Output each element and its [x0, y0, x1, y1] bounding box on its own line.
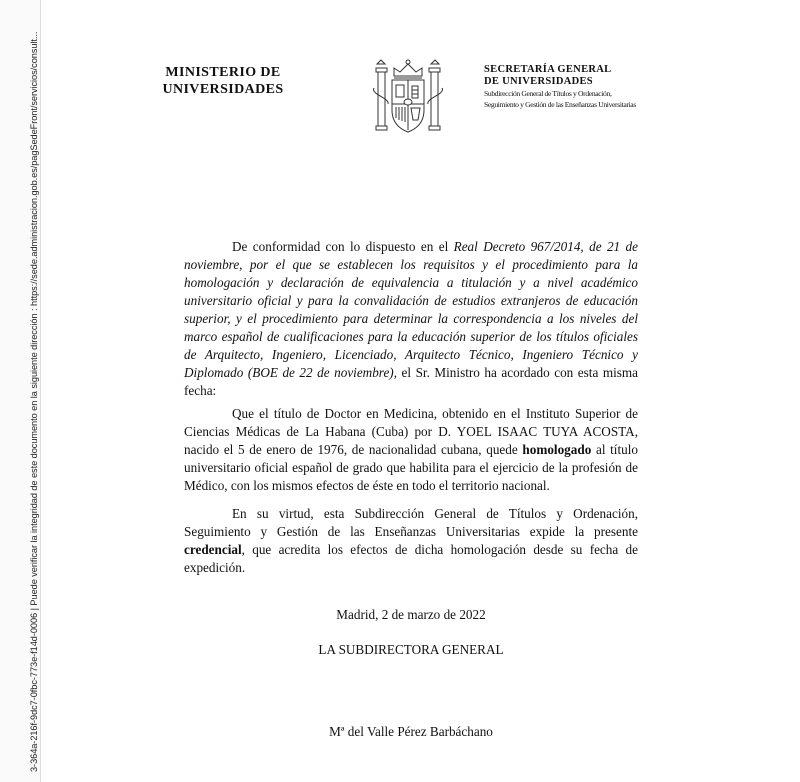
- legal-basis-paragraph: [184, 238, 638, 400]
- p3-part-1: En su virtud, esta Subdirección General de Títulos y Ordenación, Seguimiento y Gestión de las Enseñanzas Universitarias expide la presente: [184, 506, 638, 539]
- ministry-name: [140, 64, 306, 98]
- verification-side-strip: [0, 0, 41, 782]
- secretaria-line-2: DE UNIVERSIDADES: [484, 76, 593, 87]
- p2-part-1: Que el título de Doctor en Medicina, obtenido en el Instituto Superior de Ciencias Médicas de La Habana (Cuba) por D. YOEL ISAAC TUYA ACOSTA, nacido el 5 de enero de 1976, de nacionalidad cubana, quede: [184, 406, 638, 457]
- credential-paragraph: [184, 505, 638, 577]
- issue-date: Madrid, 2 de marzo de 2022: [336, 607, 486, 622]
- homologation-paragraph: [184, 405, 638, 495]
- p3-part-2: , que acredita los efectos de dicha homologación desde su fecha de expedición.: [184, 542, 638, 575]
- ministry-line-2: UNIVERSIDADES: [162, 82, 284, 97]
- credencial-bold: credencial: [184, 542, 242, 557]
- signer-name: Mª del Valle Pérez Barbáchano: [329, 724, 493, 739]
- real-decreto-citation: Real Decreto 967/2014, de 21 de noviembre, por el que se establecen los requisitos y el procedimiento para la homologación y declaración de equivalencia a titulación y a nivel académico universitario oficial y para la convalidación de estudios extranjeros de educación superior, y el procedimiento para determinar la correspondencia a los niveles del marco español de cualificaciones para la educación superior de los títulos oficiales de Arquitecto, Ingeniero, Licenciado, Arquitecto Técnico, Ingeniero Técnico y Diplomado (BOE de 22 de noviembre): [184, 239, 638, 380]
- p1-tail: , el Sr. Ministro ha acordado con esta misma fecha:: [184, 365, 638, 398]
- spain-coat-of-arms-icon: [372, 58, 444, 138]
- secretaria-line-1: SECRETARÍA GENERAL: [484, 64, 612, 75]
- subdireccion-line-2: Seguimiento y Gestión de las Enseñanzas Universitarias: [484, 100, 636, 109]
- homologado-bold: homologado: [522, 442, 592, 457]
- p1-lead: De conformidad con lo dispuesto en el: [232, 239, 454, 254]
- secretaria-general-block: [484, 64, 674, 110]
- p2-part-2: al título universitario oficial español de grado que habilita para el ejercicio de la profesión de Médico, con los mismos efectos de éste en todo el territorio nacional.: [184, 442, 638, 493]
- signer-role: LA SUBDIRECTORA GENERAL: [318, 642, 504, 657]
- verification-side-text: 3-364a-216f-9dc7-0fbc-773e-f14d-0006 | Puede verificar la integridad de este documento en la siguiente dirección : https://sede.administracion.gob.es/pagSedeFront/servicios/consult...: [29, 31, 39, 772]
- ministry-line-1: MINISTERIO DE: [165, 65, 281, 80]
- subdireccion-line-1: Subdirección General de Títulos y Ordenación,: [484, 89, 612, 98]
